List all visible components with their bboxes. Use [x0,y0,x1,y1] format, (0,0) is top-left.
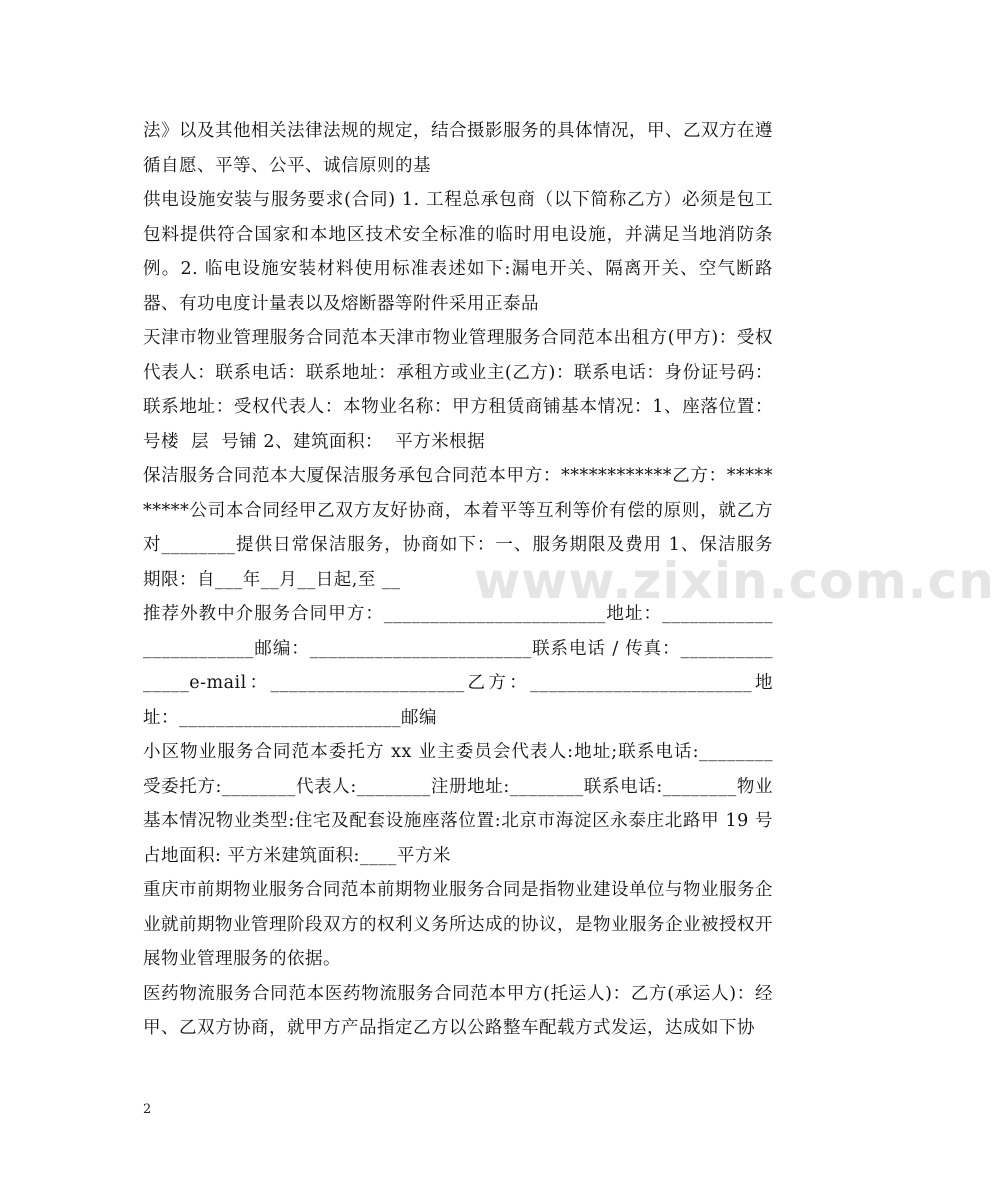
paragraph-power-supply-contract: 供电设施安装与服务要求(合同) 1. 工程总承包商（以下简称乙方）必须是包工包料提供符合国家和本地区技术安全标准的临时用电设施，并满足当地消防条例。2. 临电设施安装材料使用标准表述如下:漏电开关、隔离开关、空气断路器、有功电度计量表以及熔断器等附件采用正泰品 [143,190,773,314]
paragraph-chongqing-property-contract: 重庆市前期物业服务合同范本前期物业服务合同是指物业建设单位与物业服务企业就前期物业管理阶段双方的权利义务所达成的协议，是物业服务企业被授权开展物业管理服务的依据。 [143,880,773,969]
watermark: www.zixin.com.cn [474,552,995,610]
page-number: 2 [143,1102,152,1117]
paragraph-cleaning-contract: 保洁服务合同范本大厦保洁服务承包合同范本甲方：************乙方：**********公司本合同经甲乙双方友好协商，本着平等互利等价有偿的原则，就乙方对________提供日常保洁服务，协商如下：一、服务期限及费用 1、保洁服务期限：自___年__月__日起,至 __ [143,466,773,590]
paragraph-photography-contract: 法》以及其他相关法律法规的规定，结合摄影服务的具体情况，甲、乙双方在遵循自愿、平等、公平、诚信原则的基 [143,121,773,176]
paragraph-tianjin-property-contract: 天津市物业管理服务合同范本天津市物业管理服务合同范本出租方(甲方)：受权代表人：联系电话：联系地址：承租方或业主(乙方)：联系电话：身份证号码：联系地址：受权代表人：本物业名称：甲方租赁商铺基本情况：1、座落位置：号楼 层 号铺 2、建筑面积： 平方米根据 [143,328,773,452]
paragraph-community-property-contract: 小区物业服务合同范本委托方 xx 业主委员会代表人:地址;联系电话:________受委托方:________代表人:________注册地址:________联系电话:________物业基本情况物业类型:住宅及配套设施座落位置:北京市海淀区永泰庄北路甲 19 号占地面积: 平方米建筑面积:____平方米 [143,742,773,866]
document-body [143,114,773,1046]
paragraph-medicine-logistics-contract: 医药物流服务合同范本医药物流服务合同范本甲方(托运人)：乙方(承运人)：经甲、乙双方协商，就甲方产品指定乙方以公路整车配载方式发运，达成如下协 [143,983,773,1038]
paragraph-foreign-teacher-contract: 推荐外教中介服务合同甲方：________________________地址：________________________邮编：________________________联系电话 / 传真：_______________e-mail：_____________________乙方：________________________地址：________________________邮编 [143,604,773,728]
